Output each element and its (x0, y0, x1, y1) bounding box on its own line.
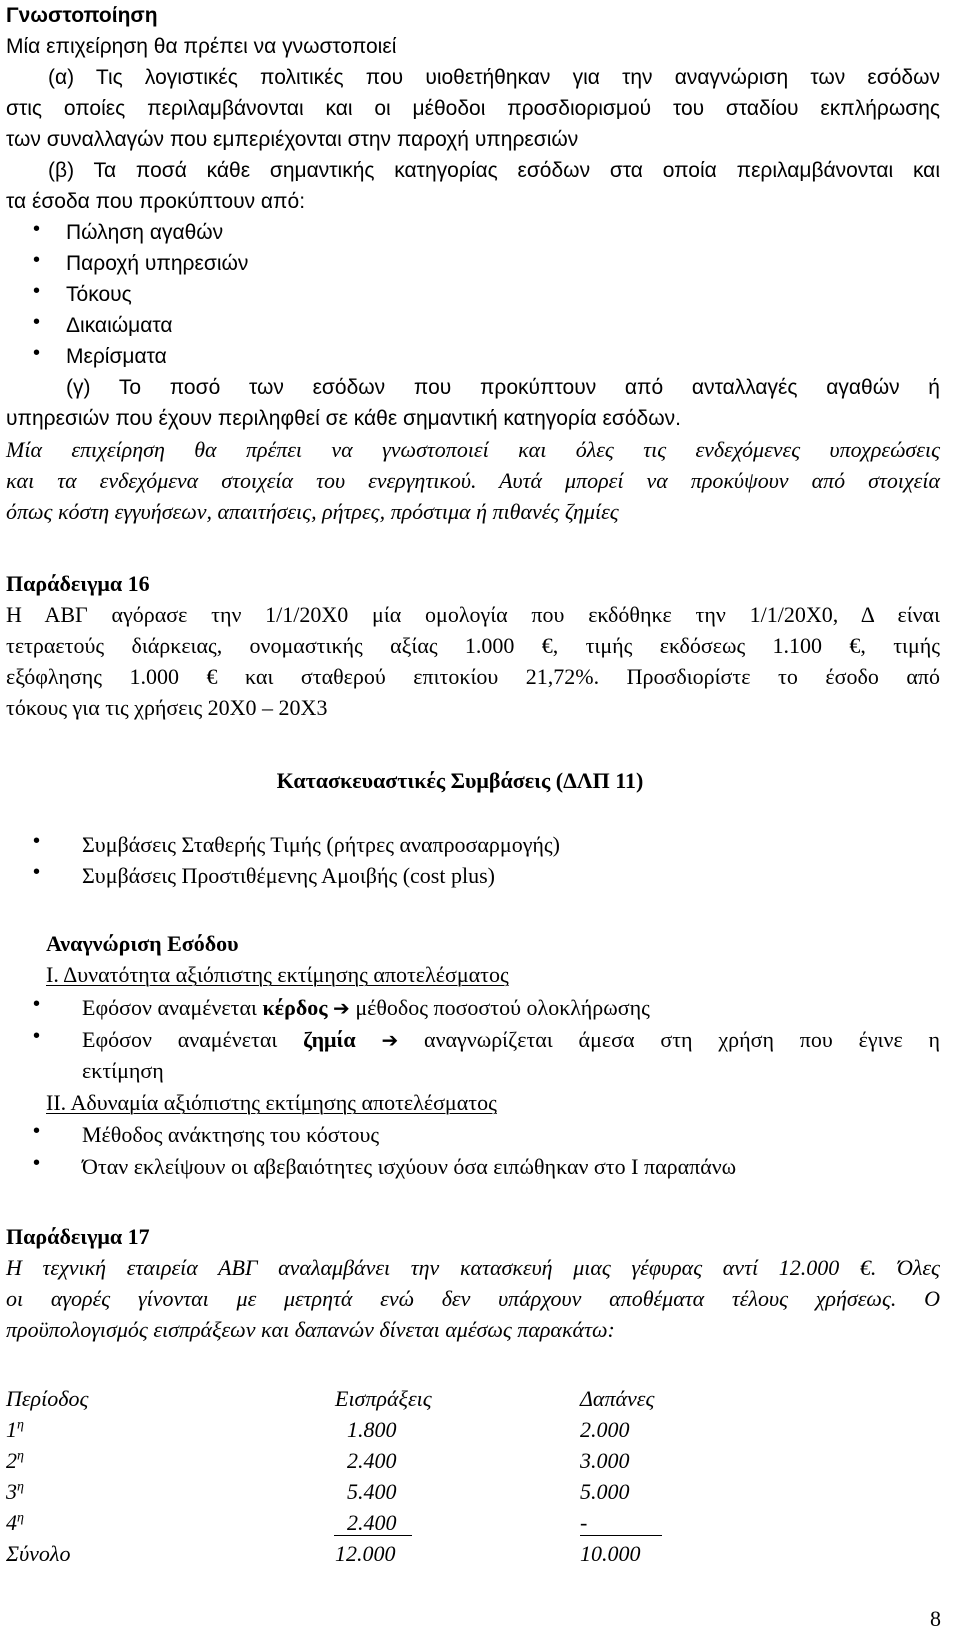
profit-keyword: κέρδος (262, 995, 328, 1020)
bullet-dot: • (33, 1152, 41, 1174)
example-17-line: προϋπολογισμός εισπράξεων και δαπανών δίνεται αμέσως παρακάτω: (6, 1317, 615, 1342)
period-number: 3 (6, 1479, 17, 1504)
period-number: 1 (6, 1417, 17, 1442)
table-cell-receipts: 2.400 (347, 1510, 397, 1535)
recognition-subheading-1: Ι. Δυνατότητα αξιόπιστης εκτίμησης αποτελέσματος (46, 962, 509, 987)
bullet-dot: • (33, 1025, 41, 1047)
recognition-item: Όταν εκλείψουν οι αβεβαιότητες ισχύουν όσα ειπώθηκαν στο Ι παραπάνω (82, 1154, 737, 1179)
table-total-receipts: 12.000 (335, 1541, 396, 1566)
table-cell-expenses: 3.000 (580, 1448, 630, 1473)
loss-keyword: ζημία (303, 1027, 356, 1052)
bullet-dot: • (33, 218, 41, 240)
table-cell-expenses: 5.000 (580, 1479, 630, 1504)
italic-note-line: όπως κόστη εγγυήσεων, απαιτήσεις, ρήτρες, πρόστιμα ή πιθανές ζημίες (6, 499, 619, 524)
recognition-heading: Αναγνώριση Εσόδου (46, 931, 239, 956)
period-number: 2 (6, 1448, 17, 1473)
italic-note-line: και τα ενδεχόμενα στοιχεία του ενεργητικού. Αυτά μπορεί να προκύψουν από στοιχεία (6, 468, 940, 493)
item-b-line: τα έσοδα που προκύπτουν από: (6, 190, 306, 213)
bullet-dot: • (33, 993, 41, 1015)
recognition-subheading-2: ΙΙ. Αδυναμία αξιόπιστης εκτίμησης αποτελέσματος (46, 1090, 497, 1115)
section-heading: Γνωστοποίηση (6, 4, 158, 27)
bullet-dot: • (33, 861, 41, 883)
ordinal-suffix: η (17, 1448, 24, 1464)
recognition-loss-item (82, 1026, 940, 1054)
table-cell-expenses: 2.000 (580, 1417, 630, 1442)
table-header-receipts: Εισπράξεις (335, 1386, 432, 1411)
item-b-line: (β) Τα ποσά κάθε σημαντικής κατηγορίας εσόδων στα οποία περιλαμβάνονται και (48, 159, 940, 182)
item-a-line: στις οποίες περιλαμβάνονται και οι μέθοδοι προσδιορισμού του σταδίου εκπλήρωσης (6, 97, 940, 120)
example-17-line: οι αγορές γίνονται με μετρητά ενώ δεν υπάρχουν αποθέματα τέλους χρήσεως. Ο (6, 1286, 940, 1311)
example-17-line: Η τεχνική εταιρεία ΑΒΓ αναλαμβάνει την κατασκευή μιας γέφυρας αντί 12.000 €. Όλες (6, 1255, 940, 1280)
text-fragment: Εφόσον αναμένεται (82, 995, 263, 1020)
subtotal-rule-receipts (334, 1535, 412, 1536)
example-16-line: εξόφλησης 1.000 € και σταθερού επιτοκίου 21,72%. Προσδιορίστε το έσοδο από (6, 664, 940, 689)
ordinal-suffix: η (17, 1510, 24, 1526)
table-row-period (6, 1416, 24, 1444)
recognition-item: Μέθοδος ανάκτησης του κόστους (82, 1122, 380, 1147)
example-16-heading: Παράδειγμα 16 (6, 571, 150, 596)
italic-note-line: Μία επιχείρηση θα πρέπει να γνωστοποιεί και όλες τις ενδεχόμενες υποχρεώσεις (6, 437, 940, 462)
example-16-line: Η ΑΒΓ αγόρασε την 1/1/20Χ0 μία ομολογία που εκδόθηκε την 1/1/20Χ0, Δ είναι (6, 602, 940, 627)
table-cell-receipts: 2.400 (347, 1448, 397, 1473)
recognition-loss-continuation: εκτίμηση (82, 1058, 164, 1083)
list-item: Δικαιώματα (66, 314, 173, 337)
table-row-period (6, 1447, 24, 1475)
table-cell-receipts: 1.800 (347, 1417, 397, 1442)
ordinal-suffix: η (17, 1479, 24, 1495)
list-item: Παροχή υπηρεσιών (66, 252, 249, 275)
list-item: Πώληση αγαθών (66, 221, 224, 244)
table-total-expenses: 10.000 (580, 1541, 641, 1566)
subtotal-rule-expenses (580, 1535, 662, 1536)
page-number: 8 (930, 1606, 941, 1631)
item-a-line: των συναλλαγών που εμπεριέχονται στην παροχή υπηρεσιών (6, 128, 579, 151)
text-fragment: Εφόσον αναμένεται (82, 1027, 304, 1052)
construction-title-text: Κατασκευαστικές Συμβάσεις (ΔΛΠ 11) (276, 768, 644, 793)
bullet-dot: • (33, 830, 41, 852)
list-item: Μερίσματα (66, 345, 167, 368)
contract-type-item: Συμβάσεις Σταθερής Τιμής (ρήτρες αναπροσαρμογής) (82, 832, 560, 857)
arrow-right-icon: ➔ (381, 1028, 399, 1052)
arrow-right-icon: ➔ (333, 996, 350, 1020)
bullet-dot: • (33, 249, 41, 271)
construction-title (0, 767, 920, 795)
text-fragment: αναγνωρίζεται άμεσα στη χρήση που έγινε η (398, 1027, 941, 1052)
example-16-line: τετραετούς διάρκειας, ονομαστικής αξίας 1.000 €, τιμής εκδόσεως 1.100 €, τιμής (6, 633, 940, 658)
bullet-dot: • (33, 280, 41, 302)
bullet-dot: • (33, 1120, 41, 1142)
item-c-line: υπηρεσιών που έχουν περιληφθεί σε κάθε σημαντική κατηγορία εσόδων. (6, 407, 681, 430)
example-16-line: τόκους για τις χρήσεις 20Χ0 – 20Χ3 (6, 695, 328, 720)
table-total-label: Σύνολο (6, 1541, 71, 1566)
list-item: Τόκους (66, 283, 132, 306)
recognition-profit-item (82, 994, 650, 1022)
table-cell-receipts: 5.400 (347, 1479, 397, 1504)
text-fragment: μέθοδος ποσοστού ολοκλήρωσης (349, 995, 650, 1020)
item-a-line: (α) Τις λογιστικές πολιτικές που υιοθετήθηκαν για την αναγνώριση των εσόδων (48, 66, 940, 89)
table-row-period (6, 1509, 24, 1537)
example-17-heading: Παράδειγμα 17 (6, 1224, 150, 1249)
bullet-dot: • (33, 311, 41, 333)
period-number: 4 (6, 1510, 17, 1535)
ordinal-suffix: η (17, 1417, 24, 1433)
contract-type-item: Συμβάσεις Προστιθέμενης Αμοιβής (cost plus) (82, 863, 495, 888)
intro-text: Μία επιχείρηση θα πρέπει να γνωστοποιεί (6, 35, 397, 58)
bullet-dot: • (33, 342, 41, 364)
table-header-period: Περίοδος (6, 1386, 89, 1411)
table-cell-expenses: - (580, 1510, 588, 1535)
item-c-line: (γ) Το ποσό των εσόδων που προκύπτουν από ανταλλαγές αγαθών ή (66, 376, 940, 399)
table-header-expenses: Δαπάνες (580, 1386, 655, 1411)
table-row-period (6, 1478, 24, 1506)
